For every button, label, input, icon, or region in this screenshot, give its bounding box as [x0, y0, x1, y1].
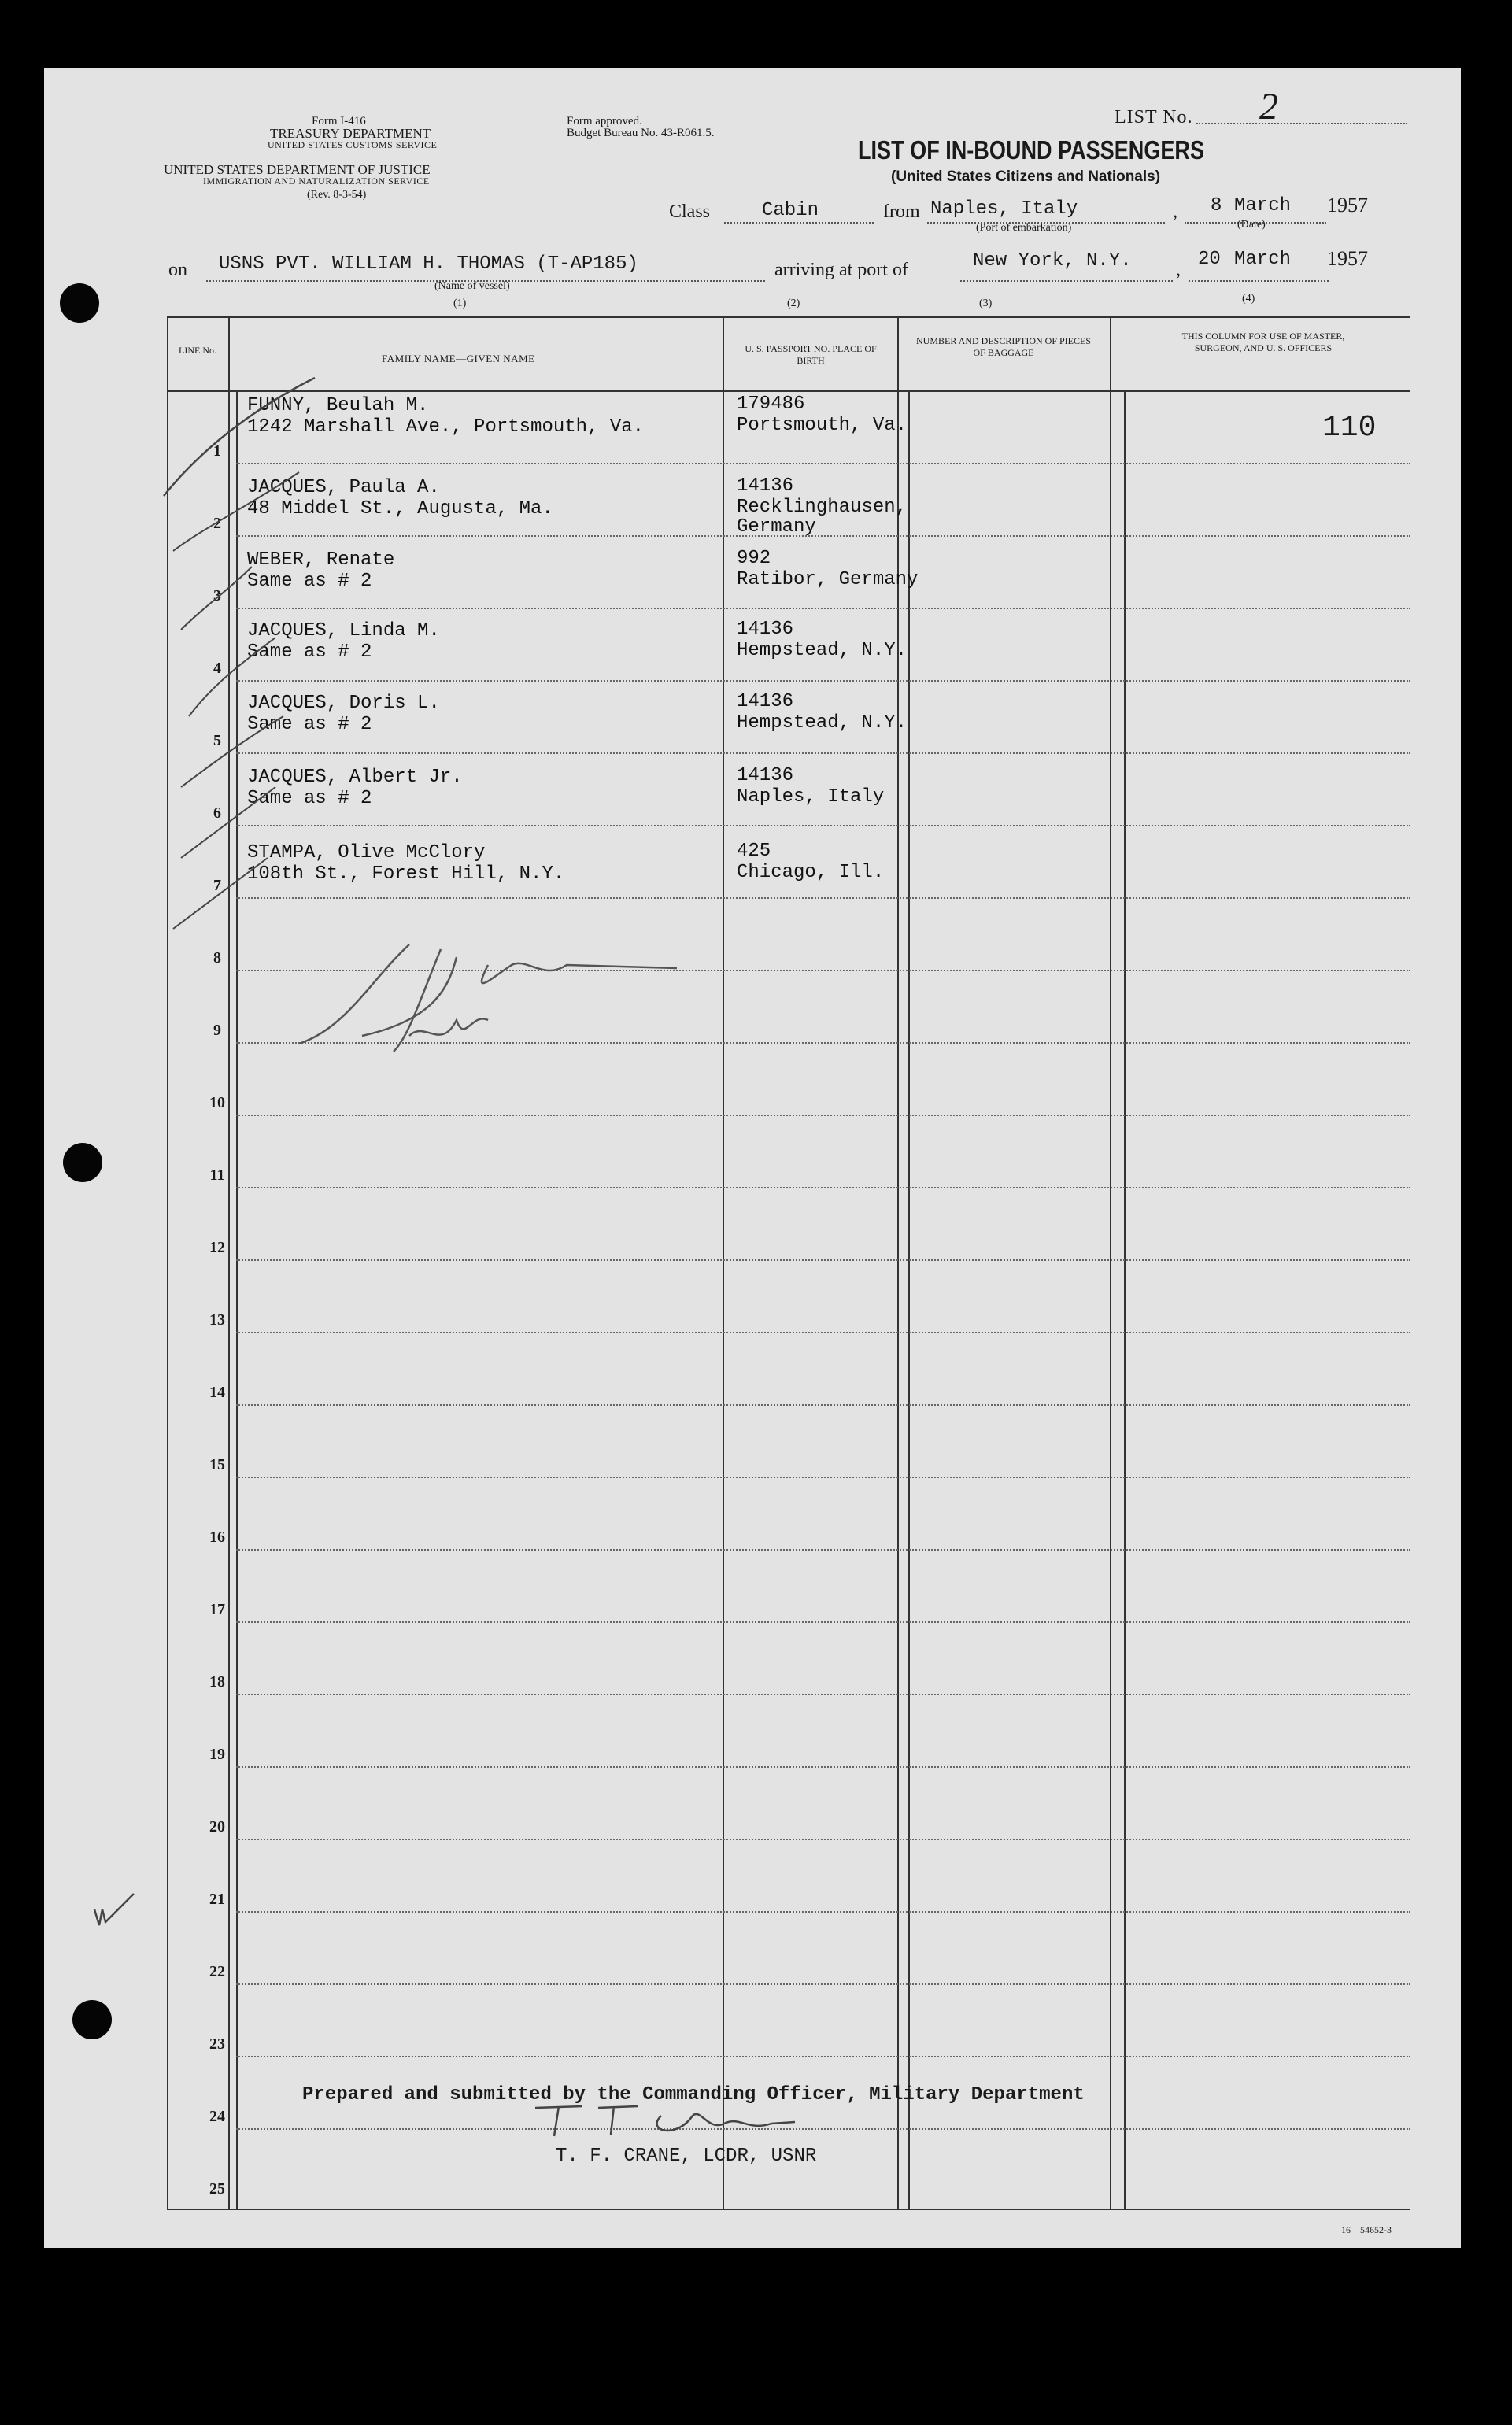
table-bottom-rule [167, 2209, 1410, 2210]
arrive-day: 20 [1198, 249, 1221, 270]
row-divider [236, 897, 1410, 899]
signatory-name: T. F. CRANE, LCDR, USNR [556, 2146, 817, 2167]
col-number-4: (4) [1242, 293, 1255, 305]
depart-year: 1957 [1327, 194, 1368, 216]
place-of-birth: Ratibor, Germany [737, 569, 919, 590]
line-number: 25 [209, 2180, 225, 2198]
row-divider [236, 1404, 1410, 1406]
place-of-birth: Naples, Italy [737, 786, 885, 808]
depart-day: 8 [1211, 195, 1222, 216]
place-of-birth: Hempstead, N.Y. [737, 640, 908, 661]
officer-note: 110 [1322, 411, 1377, 445]
row-divider [236, 2128, 1410, 2130]
punch-hole [63, 1143, 102, 1182]
passport-number: 14136 [737, 691, 794, 712]
place-of-birth: Portsmouth, Va. [737, 415, 908, 436]
class-value: Cabin [762, 200, 819, 221]
ins-service: IMMIGRATION AND NATURALIZATION SERVICE [203, 176, 430, 187]
punch-hole [72, 2000, 112, 2039]
row-divider [236, 1839, 1410, 1840]
passport-number: 14136 [737, 475, 794, 497]
line-number: 7 [213, 877, 221, 894]
passenger-name: JACQUES, Linda M. [247, 620, 440, 641]
row-divider [236, 825, 1410, 826]
header-officers: THIS COLUMN FOR USE OF MASTER, SURGEON, AND U. S. OFFICERS [1181, 331, 1345, 353]
col-number-3: (3) [979, 298, 993, 309]
handwritten-signature-scrawl [252, 933, 677, 1059]
row-divider [236, 1694, 1410, 1695]
row-divider [236, 680, 1410, 682]
line-number: 6 [213, 804, 221, 822]
place-of-birth: Recklinghausen, [737, 497, 908, 518]
arriving-label: arriving at port of [774, 260, 908, 280]
treasury-dept: TREASURY DEPARTMENT [270, 126, 431, 141]
col-number-1: (1) [453, 298, 467, 309]
budget-bureau: Budget Bureau No. 43-R061.5. [567, 127, 715, 139]
check-marks [157, 370, 331, 952]
page-subtitle: (United States Citizens and Nationals) [891, 168, 1161, 185]
line-number: 21 [209, 1891, 225, 1908]
passenger-address: Same as # 2 [247, 714, 372, 735]
passenger-address: 48 Middel St., Augusta, Ma. [247, 498, 553, 519]
passenger-address: 108th St., Forest Hill, N.Y. [247, 863, 565, 885]
line-number: 22 [209, 1963, 225, 1980]
place-of-birth-cont: Germany [737, 516, 816, 538]
arrival-port: New York, N.Y. [973, 250, 1132, 272]
place-of-birth: Chicago, Ill. [737, 862, 885, 883]
comma: , [1176, 260, 1181, 280]
place-of-birth: Hempstead, N.Y. [737, 712, 908, 734]
name-passport-divider [723, 316, 724, 2210]
passenger-name: STAMPA, Olive McClory [247, 842, 486, 863]
line-number: 19 [209, 1746, 225, 1763]
arrive-year: 1957 [1327, 247, 1368, 270]
vessel-name: USNS PVT. WILLIAM H. THOMAS (T-AP185) [219, 253, 638, 275]
row-divider [236, 1766, 1410, 1768]
passenger-name: JACQUES, Albert Jr. [247, 767, 463, 788]
arrival-port-line [960, 280, 1173, 282]
passport-number: 179486 [737, 394, 805, 415]
line-number: 11 [209, 1166, 225, 1184]
footer-code: 16—54652-3 [1341, 2224, 1392, 2235]
line-number: 12 [209, 1239, 225, 1256]
row-divider [236, 535, 1410, 537]
line-number: 15 [209, 1456, 225, 1473]
row-divider [236, 2056, 1410, 2057]
passenger-address: Same as # 2 [247, 641, 372, 663]
passport-baggage-divider-inner [908, 390, 910, 2210]
class-line [724, 222, 874, 224]
class-label: Class [669, 201, 711, 222]
passport-number: 14136 [737, 765, 794, 786]
list-no-line [1196, 123, 1407, 124]
line-number: 14 [209, 1384, 225, 1401]
line-number: 3 [213, 587, 221, 604]
row-divider [236, 1115, 1410, 1116]
col-number-2: (2) [787, 298, 800, 309]
baggage-officers-divider-inner [1124, 390, 1126, 2210]
row-divider [236, 1549, 1410, 1551]
revision: (Rev. 8-3-54) [307, 189, 367, 201]
depart-month: March [1234, 195, 1292, 216]
line-number: 10 [209, 1094, 225, 1111]
prepared-statement: Prepared and submitted by the Commanding Officer, Military Department [302, 2084, 1085, 2105]
from-label: from [883, 201, 920, 222]
passport-baggage-divider [897, 316, 899, 2210]
margin-mark [87, 1886, 150, 1933]
row-divider [236, 1477, 1410, 1478]
from-value: Naples, Italy [930, 198, 1078, 220]
list-no-value: 2 [1259, 86, 1278, 128]
line-number: 8 [213, 949, 221, 967]
port-embark-caption: (Port of embarkation) [976, 222, 1072, 234]
line-number: 9 [213, 1022, 221, 1039]
row-divider [236, 1911, 1410, 1913]
passport-number: 425 [737, 841, 771, 862]
passenger-address: Same as # 2 [247, 571, 372, 592]
arrive-date-line [1189, 280, 1329, 282]
passenger-address: Same as # 2 [247, 788, 372, 809]
customs-service: UNITED STATES CUSTOMS SERVICE [268, 139, 438, 150]
header-passport: U. S. PASSPORT NO. PLACE OF BIRTH [745, 343, 877, 366]
header-line-no: LINE No. [179, 345, 216, 356]
line-number: 20 [209, 1818, 225, 1835]
line-number: 16 [209, 1529, 225, 1546]
punch-hole [60, 283, 99, 323]
passenger-name: JACQUES, Doris L. [247, 693, 440, 714]
passenger-name: WEBER, Renate [247, 549, 395, 571]
form-number: Form I-416 [312, 115, 366, 128]
list-no-label: LIST No. [1115, 107, 1193, 128]
line-number: 1 [213, 442, 221, 460]
comma: , [1173, 201, 1177, 222]
row-divider [236, 1983, 1410, 1985]
passenger-name: JACQUES, Paula A. [247, 477, 440, 498]
form-approved: Form approved. [567, 115, 642, 128]
vessel-caption: (Name of vessel) [434, 280, 510, 292]
header-baggage: NUMBER AND DESCRIPTION OF PIECES OF BAGGAGE [915, 335, 1092, 358]
baggage-officers-divider [1110, 316, 1111, 2210]
table-header-rule [167, 390, 1410, 392]
line-number: 2 [213, 515, 221, 532]
row-divider [236, 608, 1410, 609]
table-top-rule [167, 316, 1410, 318]
date-caption: (Date) [1237, 219, 1266, 231]
page-title: LIST OF IN-BOUND PASSENGERS [858, 135, 1205, 165]
line-number: 17 [209, 1601, 225, 1618]
line-number: 5 [213, 732, 221, 749]
handwritten-initials-crane [519, 2084, 803, 2139]
line-number: 18 [209, 1673, 225, 1691]
line-number: 23 [209, 2035, 225, 2053]
justice-dept: UNITED STATES DEPARTMENT OF JUSTICE [164, 162, 431, 177]
arrive-month: March [1234, 249, 1292, 270]
row-divider [236, 463, 1410, 464]
row-divider [236, 752, 1410, 754]
row-divider [236, 1259, 1410, 1261]
row-divider [236, 1332, 1410, 1333]
passport-number: 992 [737, 548, 771, 569]
passenger-address: 1242 Marshall Ave., Portsmouth, Va. [247, 416, 645, 438]
on-label: on [168, 260, 187, 280]
passenger-name: FUNNY, Beulah M. [247, 395, 429, 416]
passport-number: 14136 [737, 619, 794, 640]
header-name: FAMILY NAME—GIVEN NAME [382, 353, 535, 364]
line-number: 24 [209, 2108, 225, 2125]
line-number: 4 [213, 660, 221, 677]
line-number: 13 [209, 1311, 225, 1329]
row-divider [236, 1187, 1410, 1188]
row-divider [236, 1621, 1410, 1623]
